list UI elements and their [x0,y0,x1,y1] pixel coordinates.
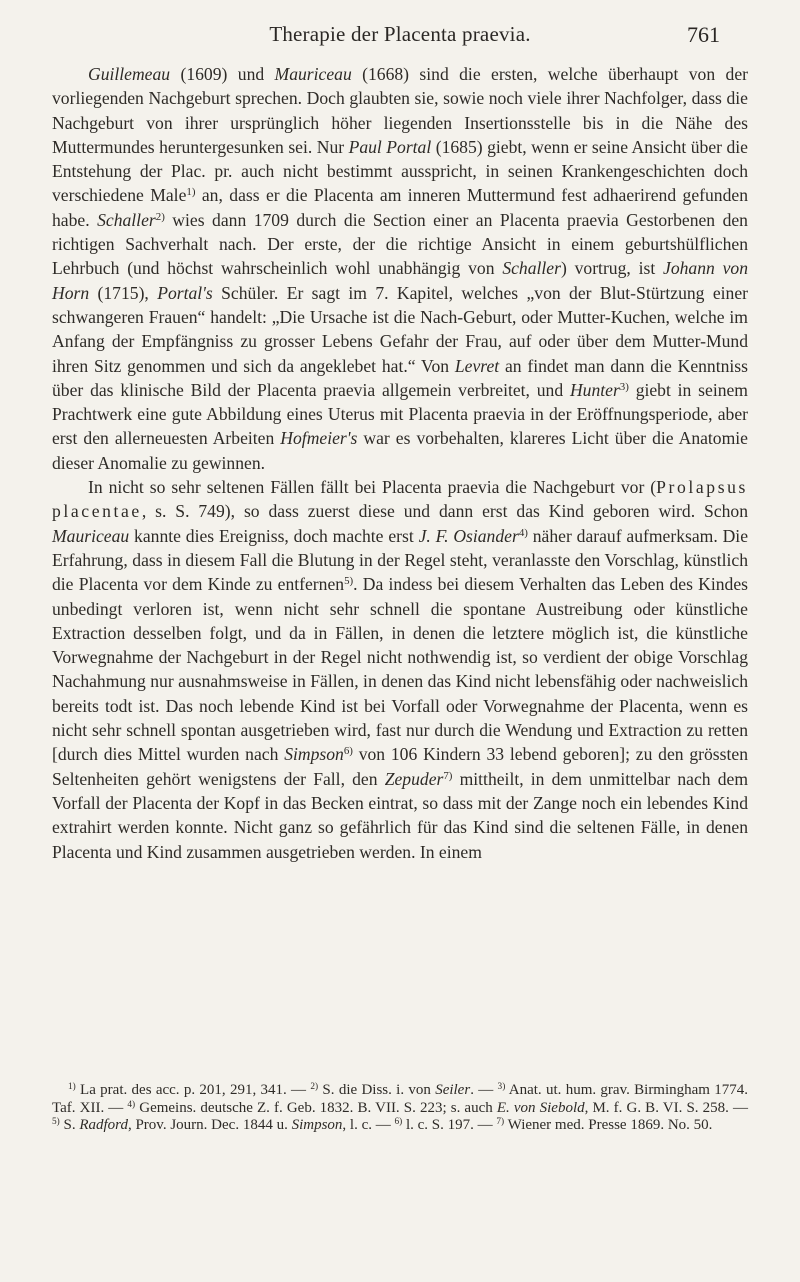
paragraph: Guillemeau (1609) und Mauriceau (1668) sind die ersten, welche überhaupt von der vorliegenden Nachgeburt sprechen. Doch glaubten sie, sowie noch viele ihrer Nachfolger, dass die Nachgeburt von ihrer ursprünglich höher liegenden Insertionsstelle bis in die Nähe des Muttermundes heruntergesunken sei. Nur Paul Portal (1685) giebt, wenn er seine Ansicht über die Entstehung der Plac. pr. auch nicht bestimmt ausspricht, in seinen Krankengeschichten doch verschiedene Male$^{1)}$ an, dass er die Placenta am inneren Muttermund fest adhaerirend gefunden habe. Schaller$^{2)}$ wies dann 1709 durch die Section einer an Placenta praevia Gestorbenen den richtigen Sachverhalt nach. Der erste, der die richtige Ansicht in einem geburtshülflichen Lehrbuch (und höchst wahrscheinlich wohl unabhängig von Schaller) vortrug, ist Johann von Horn (1715), Portal's Schüler. Er sagt im 7. Kapitel, welches „von der Blut-Stürtzung einer schwangeren Frauen“ handelt: „Die Ursache ist die Nach-Geburt, oder Mutter-Kuchen, welche im Anfang der Empfängniss zu grosser Lebens Gefahr der Frau, auf oder über dem Mutter-Mund ihren Sitz genommen und sich da angeklebet hat.“ Von Levret an findet man dann die Kenntniss über das klinische Bild der Placenta praevia allgemein verbreitet, und Hunter$^{3)}$ giebt in seinem Prachtwerk eine gute Abbildung eines Uterus mit Placenta praevia in der Eröffnungsperiode, aber erst den allerneuesten Arbeiten Hofmeier's war es vorbehalten, klareres Licht über die Anatomie dieser Anomalie zu gewinnen. [52,64,749,473]
page-number: 761 [687,22,720,47]
main-text [52,62,748,864]
footnotes [52,1082,748,1135]
paragraph: In nicht so sehr seltenen Fällen fällt bei Placenta praevia die Nachgeburt vor (Prolapsus placentae, s. S. 749), so dass zuerst diese und dann erst das Kind geboren wird. Schon Mauriceau kannte dies Ereigniss, doch machte erst J. F. Osiander$^{4)}$ näher darauf aufmerksam. Die Erfahrung, dass in diesem Fall die Blutung in der Regel steht, veranlasste den Vorschlag, künstlich die Placenta vor dem Kinde zu entfernen$^{5)}$. Da indess bei diesem Verhalten das Leben des Kindes unbedingt verloren ist, wenn nicht sehr schnell die spontane Austreibung oder künstliche Extraction desselben folgt, und da in Fällen, in denen die letztere möglich ist, die künstliche Vorwegnahme der Nachgeburt in der Regel nicht nothwendig ist, so verdient der obige Vorschlag Nachahmung nur ausnahmsweise in Fällen, in denen das Kind nicht lebensfähig oder nachweislich bereits todt ist. Das noch lebende Kind ist bei Vorfall oder Vorwegnahme der Placenta, wenn es nicht sehr schnell spontan ausgetrieben wird, fast nur durch die Wendung und Extraction zu retten [durch dies Mittel wurden nach Simpson$^{6)}$ von 106 Kindern 33 lebend geboren]; zu den grössten Seltenheiten gehört wenigstens der Fall, den Zepuder$^{7)}$ mittheilt, in dem unmittelbar nach dem Vorfall der Placenta der Kopf in das Becken eintrat, so dass mit der Zange noch ein lebendes Kind extrahirt werden konnte. Nicht ganz so gefährlich für das Kind sind die seltenen Fälle, in denen Placenta und Kind zusammen ausgetrieben werden. In einem [52,477,748,862]
footnote-block: $^{1)}$ La prat. des acc. p. 201, 291, 341. — $^{2)}$ S. die Diss. i. von Seiler. — $^{3)}$ Anat. ut. hum. grav. Birmingham 1774. Taf. XII. — $^{4)}$ Gemeins. deutsche Z. f. Geb. 1832. B. VII. S. 223; s. auch E. von Siebold, M. f. G. B. VI. S. 258. — $^{5)}$ S. Radford, Prov. Journ. Dec. 1844 u. Simpson, l. c. — $^{6)}$ l. c. S. 197. — $^{7)}$ Wiener med. Presse 1869. No. 50. [52,1081,749,1133]
running-title: Therapie der Placenta praevia. [269,22,531,46]
running-header [80,22,720,62]
